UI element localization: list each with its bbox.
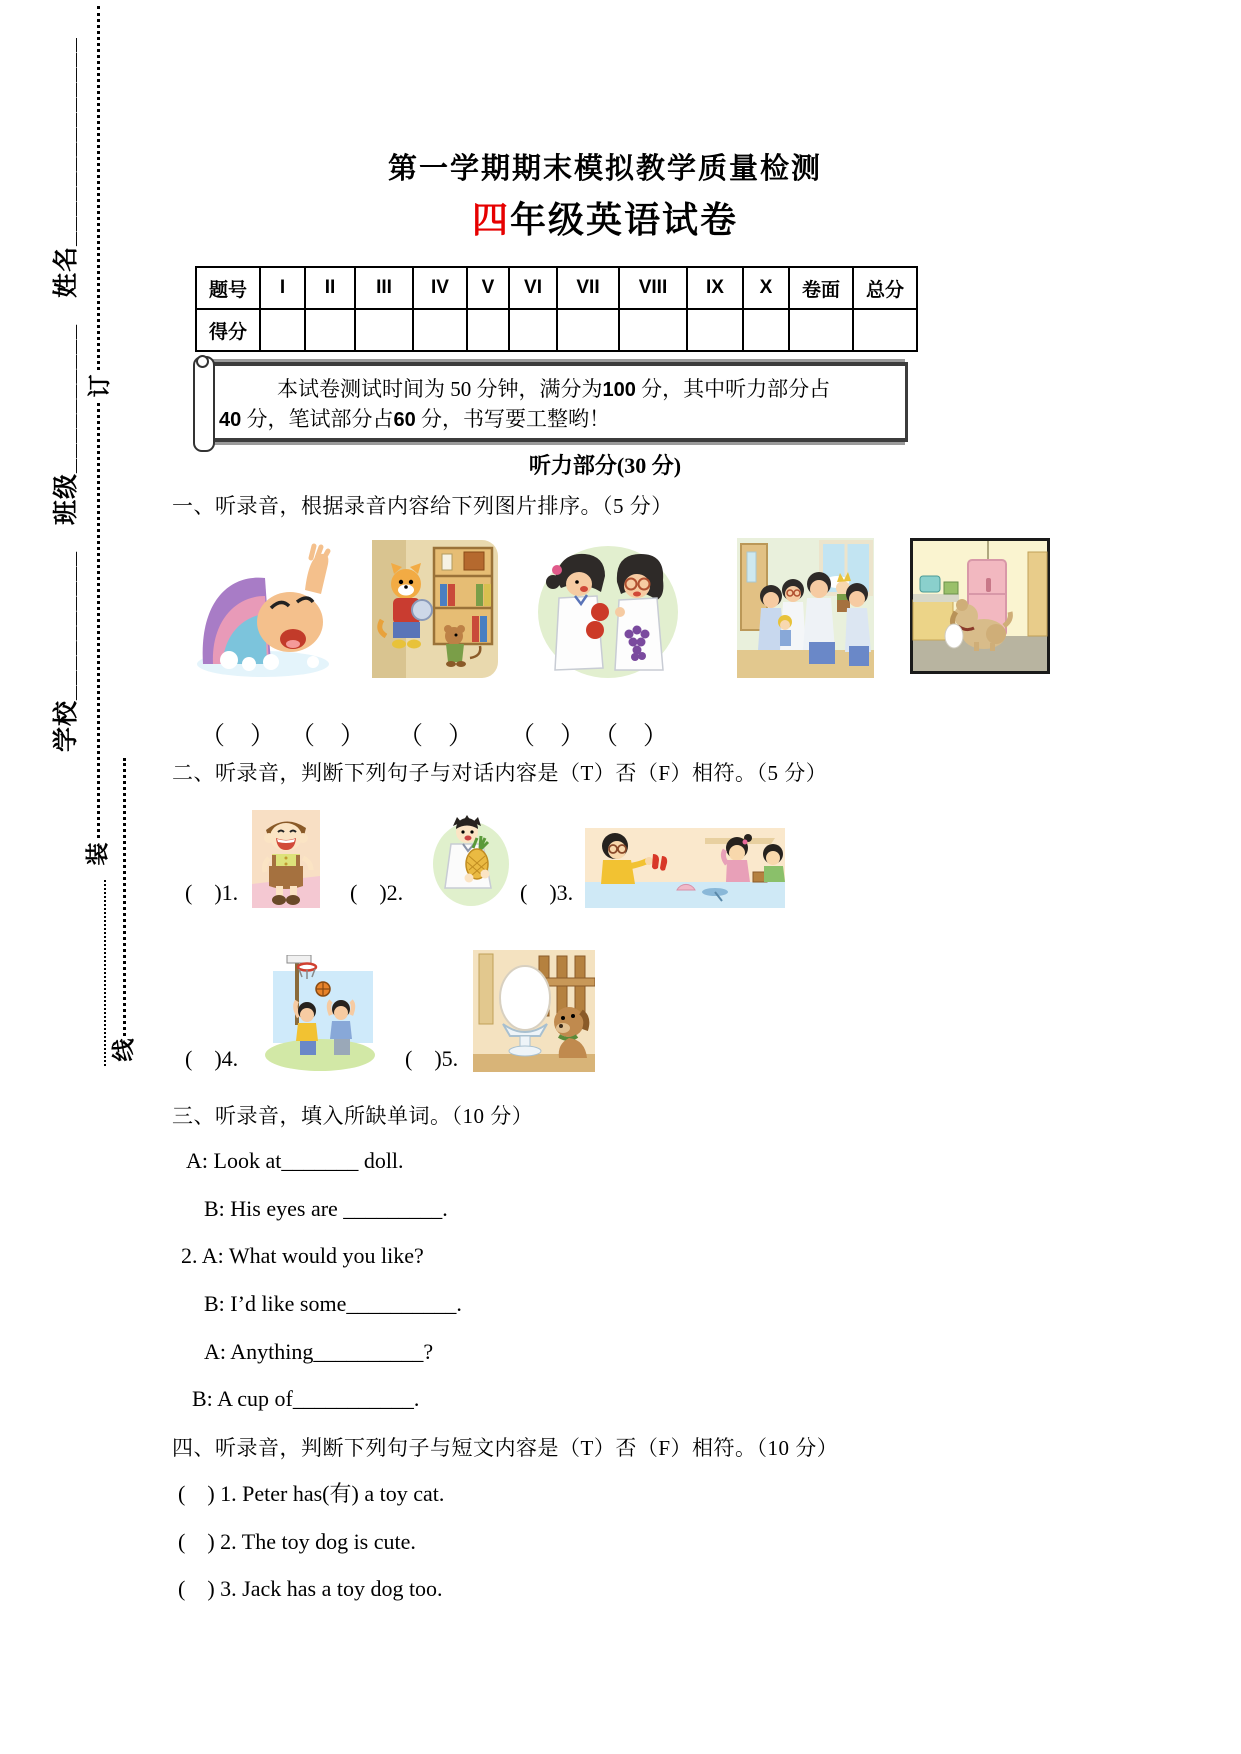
- score-cell: [509, 309, 557, 351]
- subtitle-rest: 年级英语试卷: [510, 199, 739, 240]
- answer-blank-2[interactable]: （ ）: [290, 723, 366, 750]
- notice-line2: 分，笔试部分占: [241, 407, 394, 431]
- fill-line-6[interactable]: B: A cup of___________.: [192, 1386, 420, 1411]
- notice-bold-60: 60: [393, 409, 416, 431]
- score-header-cell: 题号: [196, 267, 260, 309]
- notice-line1-end: 分，其中听力部分占: [635, 377, 831, 401]
- subtitle-grade-char: 四: [471, 199, 510, 240]
- tf-label-4[interactable]: ( )4.: [185, 1046, 239, 1071]
- score-table-header-row: [196, 267, 917, 309]
- answer-blank-5[interactable]: （ ）: [593, 723, 669, 750]
- illustration-smiling-boy: [252, 810, 320, 908]
- fill-line-4[interactable]: B: I’d like some__________.: [204, 1291, 462, 1316]
- binding-dotted-line: [97, 6, 100, 844]
- student-info-fields: 学校__________ 班级__________ 姓名______________: [52, 37, 80, 752]
- tf-label-5[interactable]: ( )5.: [405, 1046, 459, 1071]
- tf-statement-2[interactable]: ( ) 2. The toy dog is cute.: [178, 1529, 416, 1554]
- score-cell: [260, 309, 305, 351]
- illustration-girls-with-fruit: [537, 538, 680, 680]
- score-header-cell: VII: [557, 267, 619, 309]
- score-cell: [557, 309, 619, 351]
- score-cell: [305, 309, 355, 351]
- score-cell: [853, 309, 917, 351]
- score-header-cell: IX: [687, 267, 743, 309]
- score-header-cell: IV: [413, 267, 467, 309]
- illustration-kids-with-dolls: [737, 538, 874, 678]
- illustration-egg-and-dog: [473, 950, 595, 1072]
- page-subtitle: [170, 192, 1040, 243]
- score-header-cell: VIII: [619, 267, 687, 309]
- score-cell: [743, 309, 789, 351]
- illustration-dog-in-kitchen: [910, 538, 1050, 674]
- score-header-cell: 总分: [853, 267, 917, 309]
- tf-statement-3[interactable]: ( ) 3. Jack has a toy dog too.: [178, 1576, 443, 1601]
- fill-line-2[interactable]: B: His eyes are _________.: [204, 1196, 448, 1221]
- illustration-man-with-pineapple: [425, 812, 511, 908]
- binding-char-ding: 订: [85, 372, 113, 400]
- section1-heading: 一、听录音，根据录音内容给下列图片排序。（5 分）: [172, 494, 673, 518]
- answer-blank-4[interactable]: （ ）: [510, 723, 586, 750]
- section3-heading: 三、听录音，填入所缺单词。（10 分）: [172, 1104, 534, 1128]
- notice-bold-40: 40: [219, 409, 242, 431]
- tf-label-1[interactable]: ( )1.: [185, 880, 239, 905]
- score-header-cell: III: [355, 267, 413, 309]
- score-header-cell: II: [305, 267, 355, 309]
- notice-bold-100: 100: [602, 379, 636, 401]
- illustration-basketball-kids: [265, 955, 380, 1073]
- binding-dotted-line: [123, 758, 126, 1036]
- answer-blank-1[interactable]: （ ）: [200, 723, 276, 750]
- illustration-crying-child: [193, 538, 343, 678]
- binding-char-zhuang: 装: [83, 840, 111, 868]
- score-cell: [687, 309, 743, 351]
- score-cell: [789, 309, 853, 351]
- score-cell: [619, 309, 687, 351]
- tf-label-3[interactable]: ( )3.: [520, 880, 574, 905]
- scroll-curl-icon: [193, 356, 215, 452]
- score-header-cell: VI: [509, 267, 557, 309]
- fill-line-5[interactable]: A: Anything__________?: [204, 1339, 434, 1364]
- score-cell: [467, 309, 509, 351]
- score-table: [195, 266, 918, 352]
- notice-text: [219, 375, 895, 435]
- notice-line1: 本试卷测试时间为 50 分钟，满分为: [277, 377, 603, 401]
- fill-line-3: 2. A: What would you like?: [181, 1243, 424, 1268]
- binding-dotted-line: [104, 880, 106, 1066]
- score-cell: [355, 309, 413, 351]
- illustration-sock-shop: [585, 828, 785, 908]
- score-header-cell: 卷面: [789, 267, 853, 309]
- score-header-cell: V: [467, 267, 509, 309]
- score-cell: [413, 309, 467, 351]
- score-header-cell: X: [743, 267, 789, 309]
- binding-char-xian: 线: [109, 1036, 137, 1064]
- listening-part-title: 听力部分(30 分): [528, 453, 682, 478]
- fill-line-1[interactable]: A: Look at_______ doll.: [186, 1148, 404, 1173]
- answer-blank-3[interactable]: （ ）: [398, 723, 474, 750]
- tf-label-2[interactable]: ( )2.: [350, 880, 404, 905]
- notice-line2-end: 分，书写要工整哟！: [415, 407, 610, 431]
- page-title: 第一学期期末模拟教学质量检测: [387, 153, 822, 185]
- score-row-label: 得分: [196, 309, 260, 351]
- score-table-score-row: [196, 309, 917, 351]
- tf-statement-1[interactable]: ( ) 1. Peter has(有) a toy cat.: [178, 1481, 445, 1506]
- illustration-cat-and-mouse-bookshelf: [372, 540, 498, 678]
- score-header-cell: I: [260, 267, 305, 309]
- section4-heading: 四、听录音，判断下列句子与短文内容是（T）否（F）相符。（10 分）: [172, 1436, 839, 1460]
- section2-heading: 二、听录音，判断下列句子与对话内容是（T）否（F）相符。（5 分）: [172, 761, 828, 785]
- notice-banner: [202, 362, 908, 442]
